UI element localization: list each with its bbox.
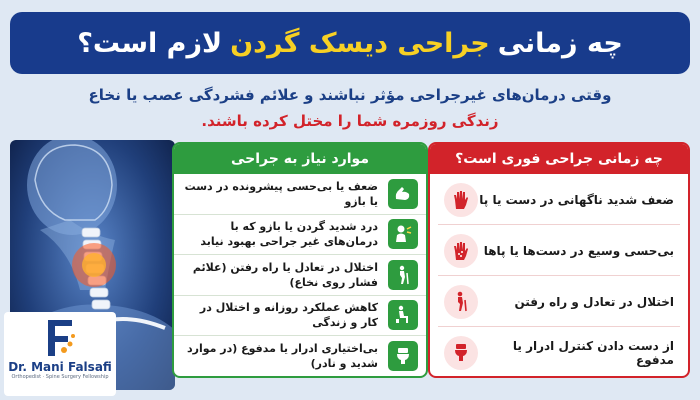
sitting-person-icon — [388, 300, 418, 330]
urgent-text: اختلال در تعادل و راه رفتن — [514, 294, 674, 309]
list-item — [438, 175, 680, 225]
toilet-icon — [388, 341, 418, 371]
list-item — [438, 226, 680, 276]
urgent-text: ضعف شدید ناگهانی در دست یا پا — [479, 192, 674, 207]
toilet-icon — [444, 336, 478, 370]
indication-text: درد شدید گردن یا بازو که با درمان‌های غیر جراحی بهبود نیابد — [200, 220, 378, 249]
list-item — [174, 296, 426, 337]
indication-text: کاهش عملکرد روزانه و اختلال در کار و زندگی — [199, 301, 378, 330]
title-highlight: جراحی دیسک گردن — [230, 27, 490, 59]
title-banner — [10, 12, 690, 74]
logo-subtitle: Orthopedist · Spine Surgery Fellowship — [11, 374, 109, 380]
neck-pain-icon — [388, 219, 418, 249]
muscle-arm-icon — [388, 179, 418, 209]
surgery-indications-panel — [172, 142, 428, 378]
indication-text: اختلال در تعادل یا راه رفتن (علائم فشار روی نخاع) — [192, 260, 378, 289]
clinic-logo — [4, 312, 116, 396]
list-item — [438, 328, 680, 378]
list-item — [174, 336, 426, 377]
logo-name: Dr. Mani Falsafi — [8, 360, 112, 374]
list-item — [174, 174, 426, 215]
list-item — [174, 255, 426, 296]
urgent-surgery-title: چه زمانی جراحی فوری است؟ — [430, 144, 688, 174]
title-part1: چه زمانی — [497, 27, 623, 59]
indication-text: بی‌اختیاری ادرار یا مدفوع (در موارد شدید و نادر) — [187, 342, 378, 371]
hand-icon — [444, 183, 478, 217]
surgery-indications-title: موارد نیاز به جراحی — [174, 144, 426, 174]
intro-line2: زندگی روزمره شما را مختل کرده باشند. — [201, 112, 499, 130]
list-item — [174, 215, 426, 256]
numb-hand-icon — [444, 234, 478, 268]
indication-text: ضعف یا بی‌حسی پیشرونده در دست یا بازو — [184, 179, 378, 208]
title-part2: لازم است؟ — [77, 27, 223, 59]
walking-cane-icon — [388, 260, 418, 290]
elderly-walker-icon — [444, 285, 478, 319]
intro-line1: وقتی درمان‌های غیرجراحی مؤثر نباشند و علائم فشردگی عصب یا نخاع — [88, 86, 612, 104]
logo-mark-icon — [40, 316, 80, 360]
intro-text — [10, 82, 690, 140]
urgent-text: از دست دادن کنترل ادرار یا مدفوع — [512, 339, 674, 367]
list-item — [438, 277, 680, 327]
urgent-surgery-panel — [428, 142, 690, 378]
urgent-text: بی‌حسی وسیع در دست‌ها یا پاها — [483, 243, 674, 258]
